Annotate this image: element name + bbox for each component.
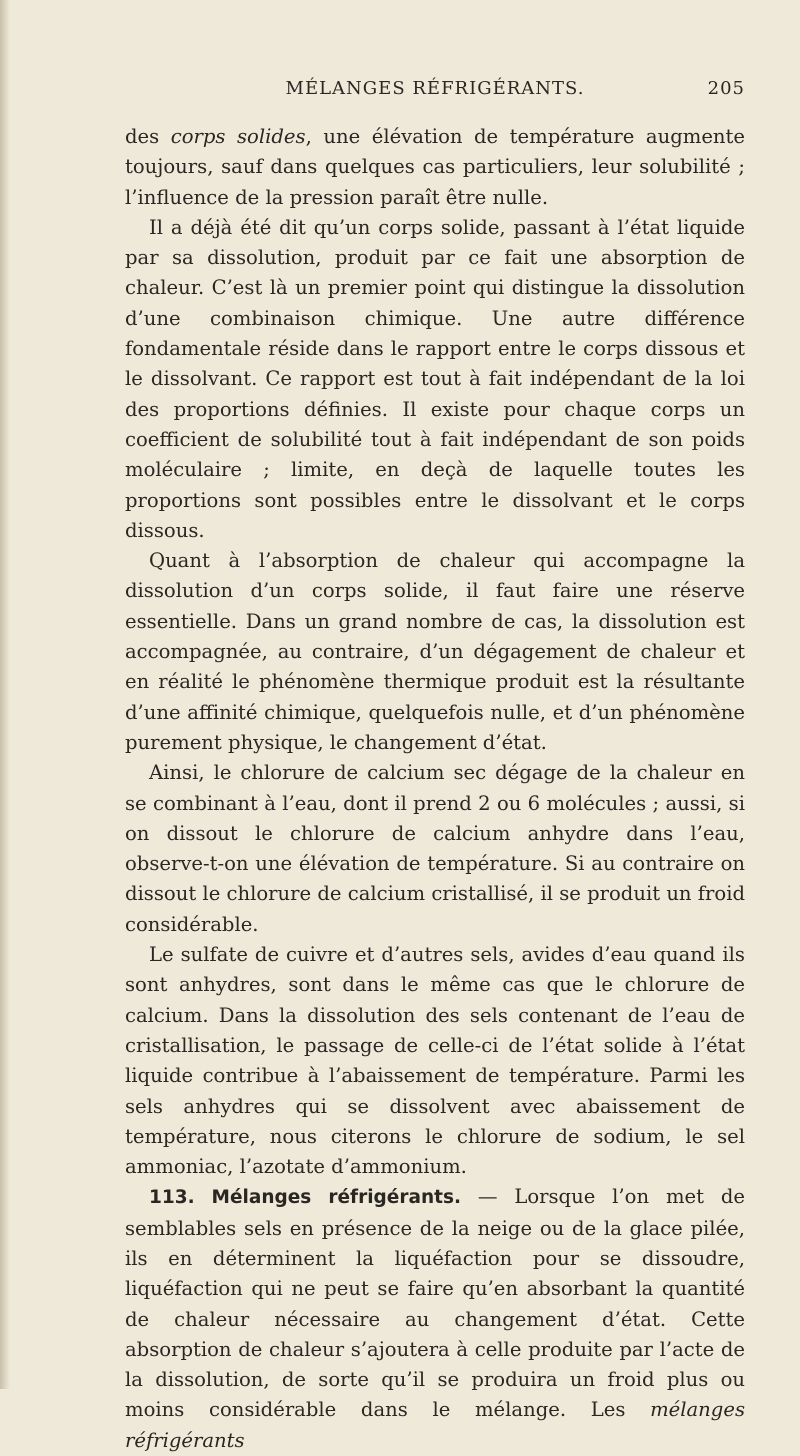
running-title: MÉLANGES RÉFRIGÉRANTS. (285, 78, 585, 99)
paragraph-6 (125, 1182, 745, 1456)
paragraph-1-rest: , une élévation de température augmente toujours, sauf dans quelques cas particuliers, leur solubilité ; l’influence de la pression paraît être nulle. (125, 125, 746, 209)
emphasis-melanges-refrigerants: mélanges réfrigérants (125, 1398, 745, 1452)
body-text (125, 122, 745, 1456)
page-binding-edge (0, 0, 10, 1389)
emphasis-corps-solides: corps solides (170, 125, 306, 148)
paragraph-4: Ainsi, le chlorure de calcium sec dégage de la chaleur en se combinant à l’eau, dont il prend 2 ou 6 molécules ; aussi, si on dissout le chlorure de calcium anhydre dans l’eau, observe-t-on une élévation de température. Si au contraire on dissout le chlorure de calcium cristallisé, il se produit un froid considérable. (125, 761, 746, 936)
paragraph-3: Quant à l’absorption de chaleur qui accompagne la dissolution d’un corps solide, il faut faire une réserve essentielle. Dans un grand nombre de cas, la dissolution est accompagnée, au contraire, d’un dégagement de chaleur et en réalité le phénomène thermique produit est la résultante d’une affinité chimique, quelquefois nulle, et d’un phénomène purement physique, le changement d’état. (125, 549, 745, 754)
running-header (125, 78, 745, 104)
section-title: Mélanges réfrigérants. (211, 1187, 461, 1209)
paragraph-2: Il a déjà été dit qu’un corps solide, passant à l’état liquide par sa dissolution, produit par ce fait une absorption de chaleur. C’est là un premier point qui distingue la dissolution d’une combinaison chimique. Une autre différence fondamentale réside dans le rapport entre le corps dissous et le dissolvant. Ce rapport est tout à fait indépendant de la loi des proportions définies. Il existe pour chaque corps un coefficient de solubilité tout à fait indépendant de son poids moléculaire ; limite, en deçà de laquelle toutes les proportions sont possibles entre le dissolvant et le corps dissous. (125, 215, 745, 542)
section-number: 113. (149, 1187, 195, 1209)
paragraph-5: Le sulfate de cuivre et d’autres sels, avides d’eau quand ils sont anhydres, sont dans le même cas que le chlorure de calcium. Dans la dissolution des sels contenant de l’eau de cristallisation, le passage de celle-ci de l’état solide à l’état liquide contribue à l’abaissement de température. Parmi les sels anhydres qui se dissolvent avec abaissement de température, nous citerons le chlorure de sodium, le sel ammoniac, l’azotate d’ammonium. (125, 943, 745, 1179)
paragraph-1-start: des (125, 125, 171, 148)
page-number: 205 (707, 78, 745, 99)
paragraph-1 (125, 122, 745, 213)
paragraph-6-text: — Lorsque l’on met de semblables sels en présence de la neige ou de la glace pilée, ils en déterminent la liquéfaction pour se dissoudre, liquéfaction qui ne peut se faire qu’en absorbant la quantité de chaleur nécessaire au changement d’état. Cette absorption de chaleur s’ajoutera à celle produite par l’acte de la dissolution, de sorte qu’il se produira un froid plus ou moins considérable dans le mélange. Les (125, 1185, 745, 1422)
